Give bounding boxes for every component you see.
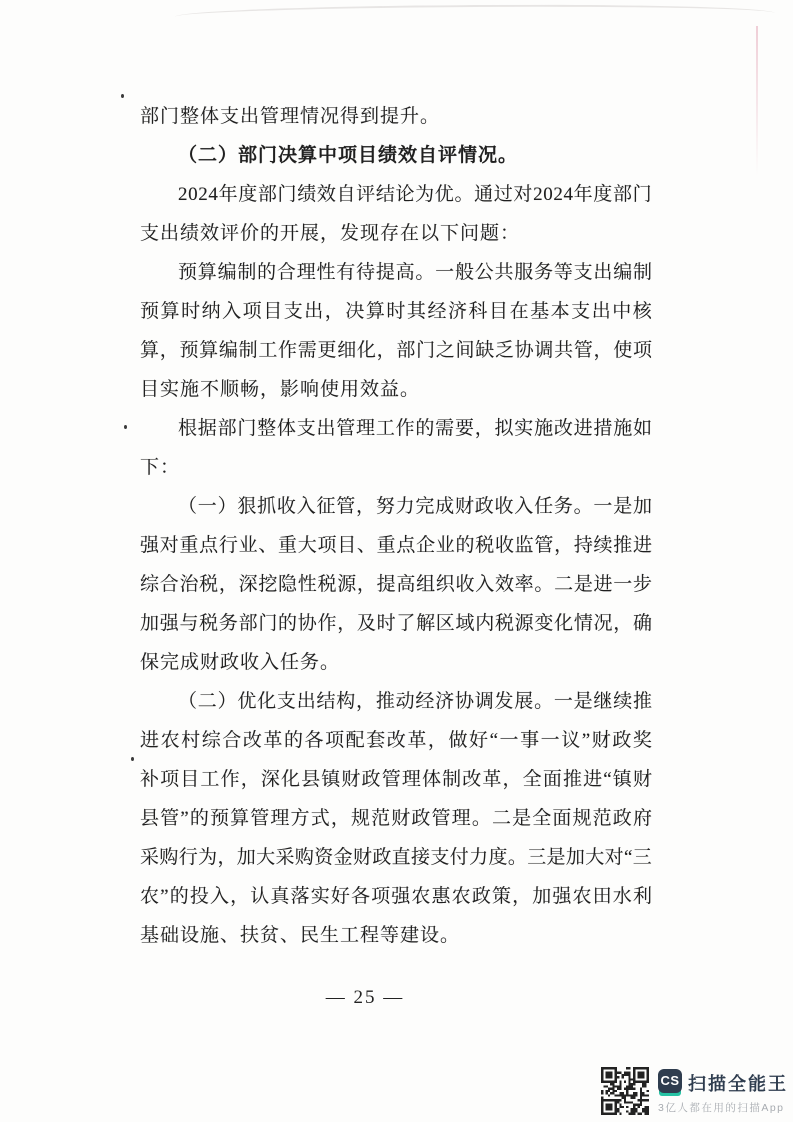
app-name: 扫描全能王 [688, 1073, 788, 1094]
text-line: 补 项 目 工 作 ， 深 化 县 镇 财 政 管 理 体 制 改 革 ， 全 面 推 进 “ 镇 财 [140, 769, 652, 790]
text-line: 下： [140, 457, 181, 478]
text-line: 综 合 治 税 ， 深 挖 隐 性 税 源 ， 提 高 组 织 收 入 效 率 。 二 是 进 一 步 [140, 574, 652, 595]
ink-speck [124, 425, 127, 429]
ink-speck [131, 757, 134, 761]
logo-monogram: CS [658, 1069, 682, 1093]
text-line: 算 ， 预 算 编 制 工 作 需 更 细 化 ， 部 门 之 间 缺 乏 协 调 共 管 ， 使 项 [140, 340, 652, 361]
text-line: 预 算 时 纳 入 项 目 支 出 ， 决 算 时 其 经 济 科 目 在 基 本 支 出 中 核 [140, 301, 652, 322]
text-line: （ 一 ） 狠 抓 收 入 征 管 ， 努 力 完 成 财 政 收 入 任 务 。 一 是 加 [178, 496, 652, 517]
text-line: 强 对 重 点 行 业 、 重 大 项 目 、 重 点 企 业 的 税 收 监 管 ， 持 续 推 进 [140, 535, 652, 556]
text-line: 预 算 编 制 的 合 理 性 有 待 提 高 。 一 般 公 共 服 务 等 支 出 编 制 [178, 262, 652, 283]
document-body [140, 97, 652, 955]
camscanner-logo-icon [658, 1069, 682, 1096]
text-line: 部门整体支出管理情况得到提升。 [140, 106, 441, 127]
camscanner-brand [658, 1069, 788, 1115]
app-tagline: 3亿人都在用的扫描App [658, 1102, 785, 1114]
ink-speck [121, 94, 124, 98]
text-line: 基础设施、扶贫、民生工程等建设。 [140, 925, 461, 946]
text-line: （ 二 ） 优 化 支 出 结 构 ， 推 动 经 济 协 调 发 展 。 一 是 继 续 推 [178, 691, 652, 712]
text-line: 2 0 2 4 年 度 部 门 绩 效 自 评 结 论 为 优 。 通 过 对 2 0 2 4 年 度 部 门 [178, 184, 652, 205]
page-number: — 25 — [325, 987, 405, 1008]
text-line: 农 ” 的 投 入 ， 认 真 落 实 好 各 项 强 农 惠 农 政 策 ， 加 强 农 田 水 利 [140, 886, 652, 907]
text-line: 保完成财政收入任务。 [140, 652, 341, 673]
text-line: 加 强 与 税 务 部 门 的 协 作 ， 及 时 了 解 区 域 内 税 源 变 化 情 况 ， 确 [140, 613, 652, 634]
text-line: 目实施不顺畅，影响使用效益。 [140, 379, 421, 400]
camscanner-watermark [601, 1067, 788, 1115]
text-line: 采 购 行 为 ， 加 大 采 购 资 金 财 政 直 接 支 付 力 度 。 三 是 加 大 对 “ 三 [140, 847, 652, 868]
text-line: 支出绩效评价的开展，发现存在以下问题： [140, 223, 521, 244]
text-line: 进 农 村 综 合 改 革 的 各 项 配 套 改 革 ， 做 好 “ 一 事 一 议 ” 财 政 奖 [140, 730, 652, 751]
scan-artifact-top [175, 3, 775, 29]
scan-artifact-right [756, 26, 758, 176]
text-line: 根 据 部 门 整 体 支 出 管 理 工 作 的 需 要 ， 拟 实 施 改 进 措 施 如 [178, 418, 652, 439]
text-line: 县 管 ” 的 预 算 管 理 方 式 ， 规 范 财 政 管 理 。 二 是 全 面 规 范 政 府 [140, 808, 652, 829]
section-heading: （二）部门决算中项目绩效自评情况。 [178, 145, 519, 166]
qr-code-icon [601, 1067, 649, 1115]
